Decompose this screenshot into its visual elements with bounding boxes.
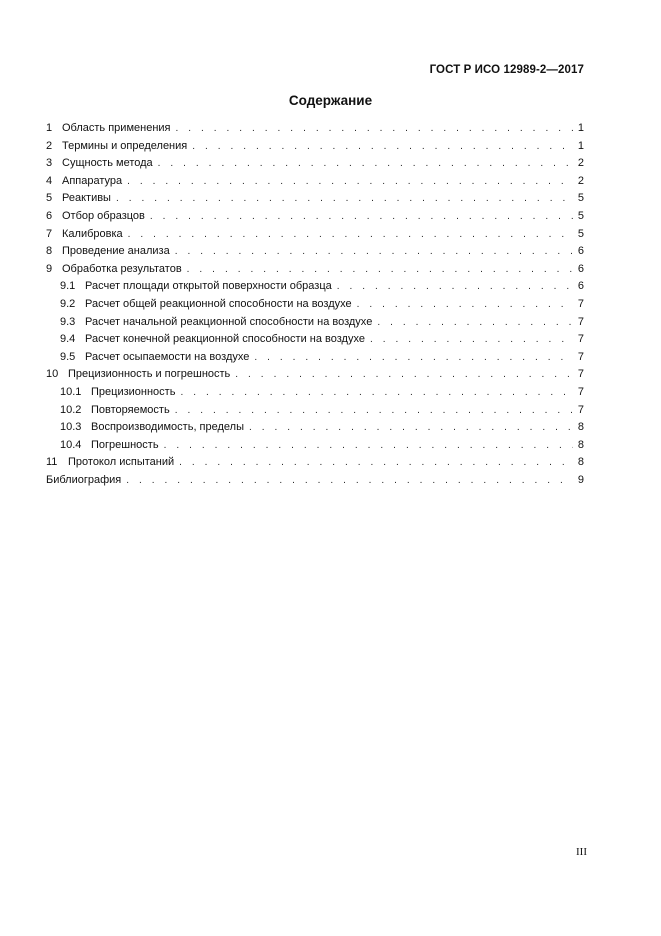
toc-entry-number: 9.3 (60, 315, 76, 328)
toc-entry-page: 7 (577, 403, 584, 416)
toc-entry-label: Прецизионность и погрешность (68, 368, 231, 381)
toc-dot-leader (123, 472, 573, 490)
toc-entry[interactable] (46, 138, 584, 156)
toc-entry-number: 1 (46, 122, 53, 134)
toc-entry-page: 1 (577, 122, 584, 134)
toc-entry-number: 3 (46, 157, 53, 170)
toc-dot-leader (124, 173, 573, 191)
toc-entry-page: 7 (577, 315, 584, 328)
toc-entry[interactable] (46, 208, 584, 226)
toc-entry-page: 8 (577, 421, 584, 434)
toc-entry-page: 7 (577, 368, 584, 381)
toc-dot-leader (334, 278, 573, 296)
toc-entry[interactable] (46, 454, 584, 472)
toc-entry-page: 6 (577, 280, 584, 293)
toc-entry-page: 2 (577, 157, 584, 170)
toc-entry-label: Библиография (46, 473, 122, 486)
toc-entry-number: 9.2 (60, 297, 76, 310)
toc-entry-number: 10.4 (60, 438, 82, 451)
toc-dot-leader (354, 296, 573, 314)
toc-entry-label: Расчет площади открытой поверхности образца (85, 280, 332, 293)
toc-entry-number: 4 (46, 174, 53, 187)
toc-dot-leader (173, 120, 574, 138)
page-number: III (576, 846, 587, 858)
toc-dot-leader (177, 384, 573, 402)
toc-entry-number: 8 (46, 245, 53, 258)
toc-entry[interactable] (46, 120, 584, 138)
toc-entry-page: 5 (577, 227, 584, 240)
toc-dot-leader (251, 349, 573, 367)
toc-entry-number: 2 (46, 139, 53, 152)
toc-dot-leader (172, 402, 573, 420)
toc-entry-label: Аппаратура (62, 174, 123, 187)
toc-dot-leader (172, 243, 573, 261)
toc-entry-number: 5 (46, 192, 53, 205)
toc-entry-number: 9.4 (60, 333, 76, 346)
toc-entry-number: 10.1 (60, 385, 82, 398)
toc-entry-number: 7 (46, 227, 53, 240)
toc-entry-number: 10 (46, 368, 59, 381)
toc-entry-label: Воспроизводимость, пределы (91, 421, 245, 434)
toc-entry[interactable] (46, 190, 584, 208)
toc-entry-page: 7 (577, 350, 584, 363)
toc-entry-label: Расчет конечной реакционной способности на воздухе (85, 333, 365, 346)
toc-dot-leader (113, 190, 573, 208)
toc-entry[interactable] (46, 419, 584, 437)
toc-entry-label: Расчет начальной реакционной способности на воздухе (85, 315, 373, 328)
document-code: ГОСТ Р ИСО 12989-2—2017 (429, 64, 584, 76)
toc-entry[interactable] (46, 472, 584, 490)
toc-entry[interactable] (46, 402, 584, 420)
toc-entry-label: Повторяемость (91, 403, 170, 416)
toc-entry-number: 9.5 (60, 350, 76, 363)
toc-entry-label: Расчет общей реакционной способности на воздухе (85, 297, 352, 310)
toc-dot-leader (184, 261, 573, 279)
toc-dot-leader (189, 138, 573, 156)
toc-entry-number: 11 (46, 456, 58, 469)
toc-dot-leader (367, 331, 573, 349)
toc-entry-page: 6 (577, 262, 584, 275)
toc-entry-label: Сущность метода (62, 157, 153, 170)
toc-dot-leader (147, 208, 573, 226)
toc-entry-page: 6 (577, 245, 584, 258)
toc-entry[interactable] (46, 261, 584, 279)
toc-entry-label: Термины и определения (62, 139, 188, 152)
toc-entry-page: 1 (577, 139, 584, 152)
toc-entry-label: Обработка результатов (62, 262, 182, 275)
toc-entry-page: 7 (577, 385, 584, 398)
toc-entry[interactable] (46, 226, 584, 244)
toc-entry-page: 2 (577, 174, 584, 187)
toc-entry-page: 5 (577, 209, 584, 222)
toc-entry-page: 5 (577, 192, 584, 205)
toc-entry-label: Область применения (62, 122, 171, 134)
toc-entry-page: 7 (577, 297, 584, 310)
toc-entry[interactable] (46, 314, 584, 332)
toc-entry[interactable] (46, 349, 584, 367)
toc-entry-label: Калибровка (62, 227, 123, 240)
toc-entry[interactable] (46, 366, 584, 384)
toc-entry-number: 9.1 (60, 280, 76, 293)
toc-entry-page: 7 (577, 333, 584, 346)
toc-entry-label: Реактивы (62, 192, 111, 205)
toc-entry[interactable] (46, 173, 584, 191)
toc-entry-page: 9 (577, 473, 584, 486)
toc-entry-label: Погрешность (91, 438, 159, 451)
toc-entry[interactable] (46, 296, 584, 314)
toc-dot-leader (155, 155, 573, 173)
toc-entry[interactable] (46, 155, 584, 173)
toc-dot-leader (374, 314, 573, 332)
toc-dot-leader (232, 366, 573, 384)
toc-entry-label: Проведение анализа (62, 245, 170, 258)
toc-entry-number: 9 (46, 262, 53, 275)
toc-entry[interactable] (46, 331, 584, 349)
toc-entry[interactable] (46, 243, 584, 261)
toc-entry-label: Протокол испытаний (68, 456, 175, 469)
toc-entry[interactable] (46, 278, 584, 296)
toc-entry-label: Отбор образцов (62, 209, 145, 222)
table-of-contents (46, 120, 584, 489)
toc-dot-leader (161, 437, 573, 455)
toc-entry-page: 8 (577, 456, 584, 469)
toc-dot-leader (176, 454, 573, 472)
toc-title: Содержание (288, 93, 373, 108)
toc-entry[interactable] (46, 437, 584, 455)
toc-entry-label: Расчет осыпаемости на воздухе (85, 350, 250, 363)
toc-dot-leader (125, 226, 573, 244)
toc-entry-page: 8 (577, 438, 584, 451)
toc-entry-number: 10.2 (60, 403, 82, 416)
toc-dot-leader (246, 419, 573, 437)
toc-entry-label: Прецизионность (91, 385, 176, 398)
toc-entry[interactable] (46, 384, 584, 402)
toc-entry-number: 10.3 (60, 421, 82, 434)
toc-entry-number: 6 (46, 209, 53, 222)
